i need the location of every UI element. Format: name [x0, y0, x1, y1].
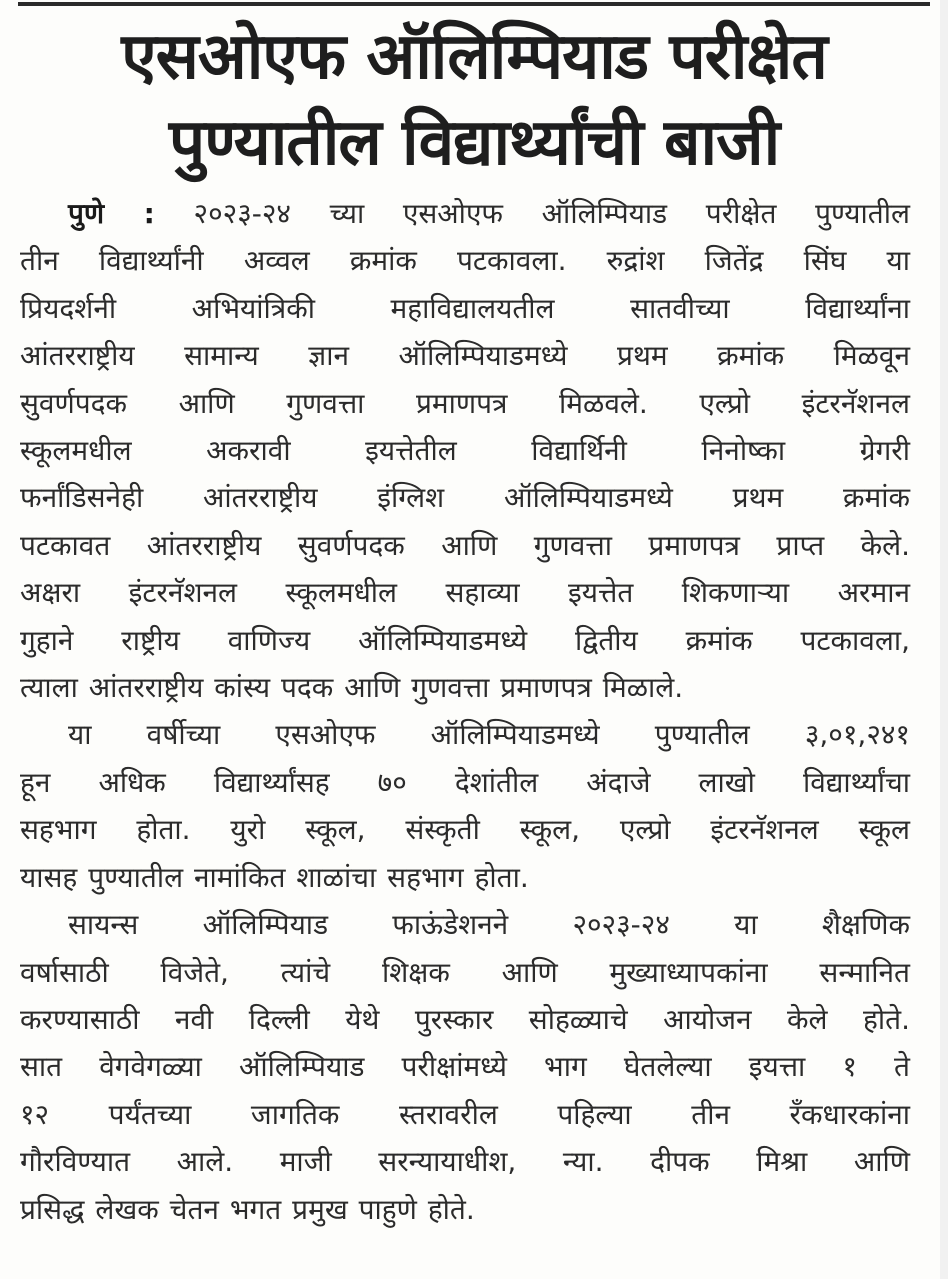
paragraph-line: सात वेगवेगळ्या ऑलिम्पियाड परीक्षांमध्ये भाग घेतलेल्या इयत्ता १ ते	[20, 1050, 910, 1084]
paragraph-line: वर्षासाठी विजेते, त्यांचे शिक्षक आणि मुख्याध्यापकांना सन्मानित	[20, 955, 910, 989]
headline-line-2: पुण्यातील विद्यार्थ्यांची बाजी	[168, 106, 780, 180]
paragraph-line: प्रियदर्शनी अभियांत्रिकी महाविद्यालयतील सातवीच्या विद्यार्थ्यांना	[20, 291, 910, 325]
paragraph-line: त्याला आंतरराष्ट्रीय कांस्य पदक आणि गुणवत्ता प्रमाणपत्र मिळाले.	[20, 671, 684, 705]
top-divider	[18, 2, 930, 6]
paragraph-line	[20, 190, 910, 237]
dateline: पुणे :	[68, 197, 155, 230]
paragraph-line: १२ पर्यंतच्या जागतिक स्तरावरील पहिल्या तीन रँकधारकांना	[20, 1097, 910, 1131]
paragraph-3	[20, 901, 910, 1233]
paragraph-line: सहभाग होता. युरो स्कूल, संस्कृती स्कूल, एल्प्रो इंटरनॅशनल स्कूल	[20, 813, 910, 847]
paragraph-line: अक्षरा इंटरनॅशनल स्कूलमधील सहाव्या इयत्तेत शिकणाऱ्या अरमान	[20, 576, 910, 610]
page-edge	[940, 0, 948, 1279]
paragraph-2	[20, 711, 910, 901]
paragraph-line: स्कूलमधील अकरावी इयत्तेतील विद्यार्थिनी निनोष्का ग्रेगरी	[20, 434, 910, 468]
headline	[18, 14, 930, 186]
paragraph-line-text: २०२३-२४ च्या एसओएफ ऑलिम्पियाड परीक्षेत पुण्यातील	[154, 197, 910, 230]
paragraph-line: सायन्स ऑलिम्पियाड फाऊंडेशनने २०२३-२४ या शैक्षणिक	[68, 908, 910, 942]
paragraph-line: यासह पुण्यातील नामांकित शाळांचा सहभाग होता.	[20, 860, 529, 894]
paragraph-line: करण्यासाठी नवी दिल्ली येथे पुरस्कार सोहळ्याचे आयोजन केले होते.	[20, 1002, 910, 1036]
paragraph-line: गुहाने राष्ट्रीय वाणिज्य ऑलिम्पियाडमध्ये द्वितीय क्रमांक पटकावला,	[20, 623, 910, 657]
paragraph-line: गौरविण्यात आले. माजी सरन्यायाधीश, न्या. दीपक मिश्रा आणि	[20, 1145, 910, 1179]
paragraph-line: हून अधिक विद्यार्थ्यांसह ७० देशांतील अंदाजे लाखो विद्यार्थ्यांचा	[20, 765, 910, 799]
paragraph-line: आंतरराष्ट्रीय सामान्य ज्ञान ऑलिम्पियाडमध्ये प्रथम क्रमांक मिळवून	[20, 339, 910, 373]
article-body	[20, 190, 910, 1233]
paragraph-line: तीन विद्यार्थ्यांनी अव्वल क्रमांक पटकावला. रुद्रांश जितेंद्र सिंघ या	[20, 244, 910, 278]
paragraph-1	[20, 190, 910, 711]
paragraph-line: पटकावत आंतरराष्ट्रीय सुवर्णपदक आणि गुणवत्ता प्रमाणपत्र प्राप्त केले.	[20, 528, 910, 562]
paragraph-line: फर्नांडिसनेही आंतरराष्ट्रीय इंग्लिश ऑलिम्पियाडमध्ये प्रथम क्रमांक	[20, 481, 910, 515]
paragraph-line: सुवर्णपदक आणि गुणवत्ता प्रमाणपत्र मिळवले. एल्प्रो इंटरनॅशनल	[20, 386, 910, 420]
headline-line-1: एसओएफ ऑलिम्पियाड परीक्षेत	[121, 20, 827, 94]
paragraph-line: प्रसिद्ध लेखक चेतन भगत प्रमुख पाहुणे होते.	[20, 1192, 475, 1226]
paragraph-line: या वर्षीच्या एसओएफ ऑलिम्पियाडमध्ये पुण्यातील ३,०१,२४१	[68, 718, 910, 752]
